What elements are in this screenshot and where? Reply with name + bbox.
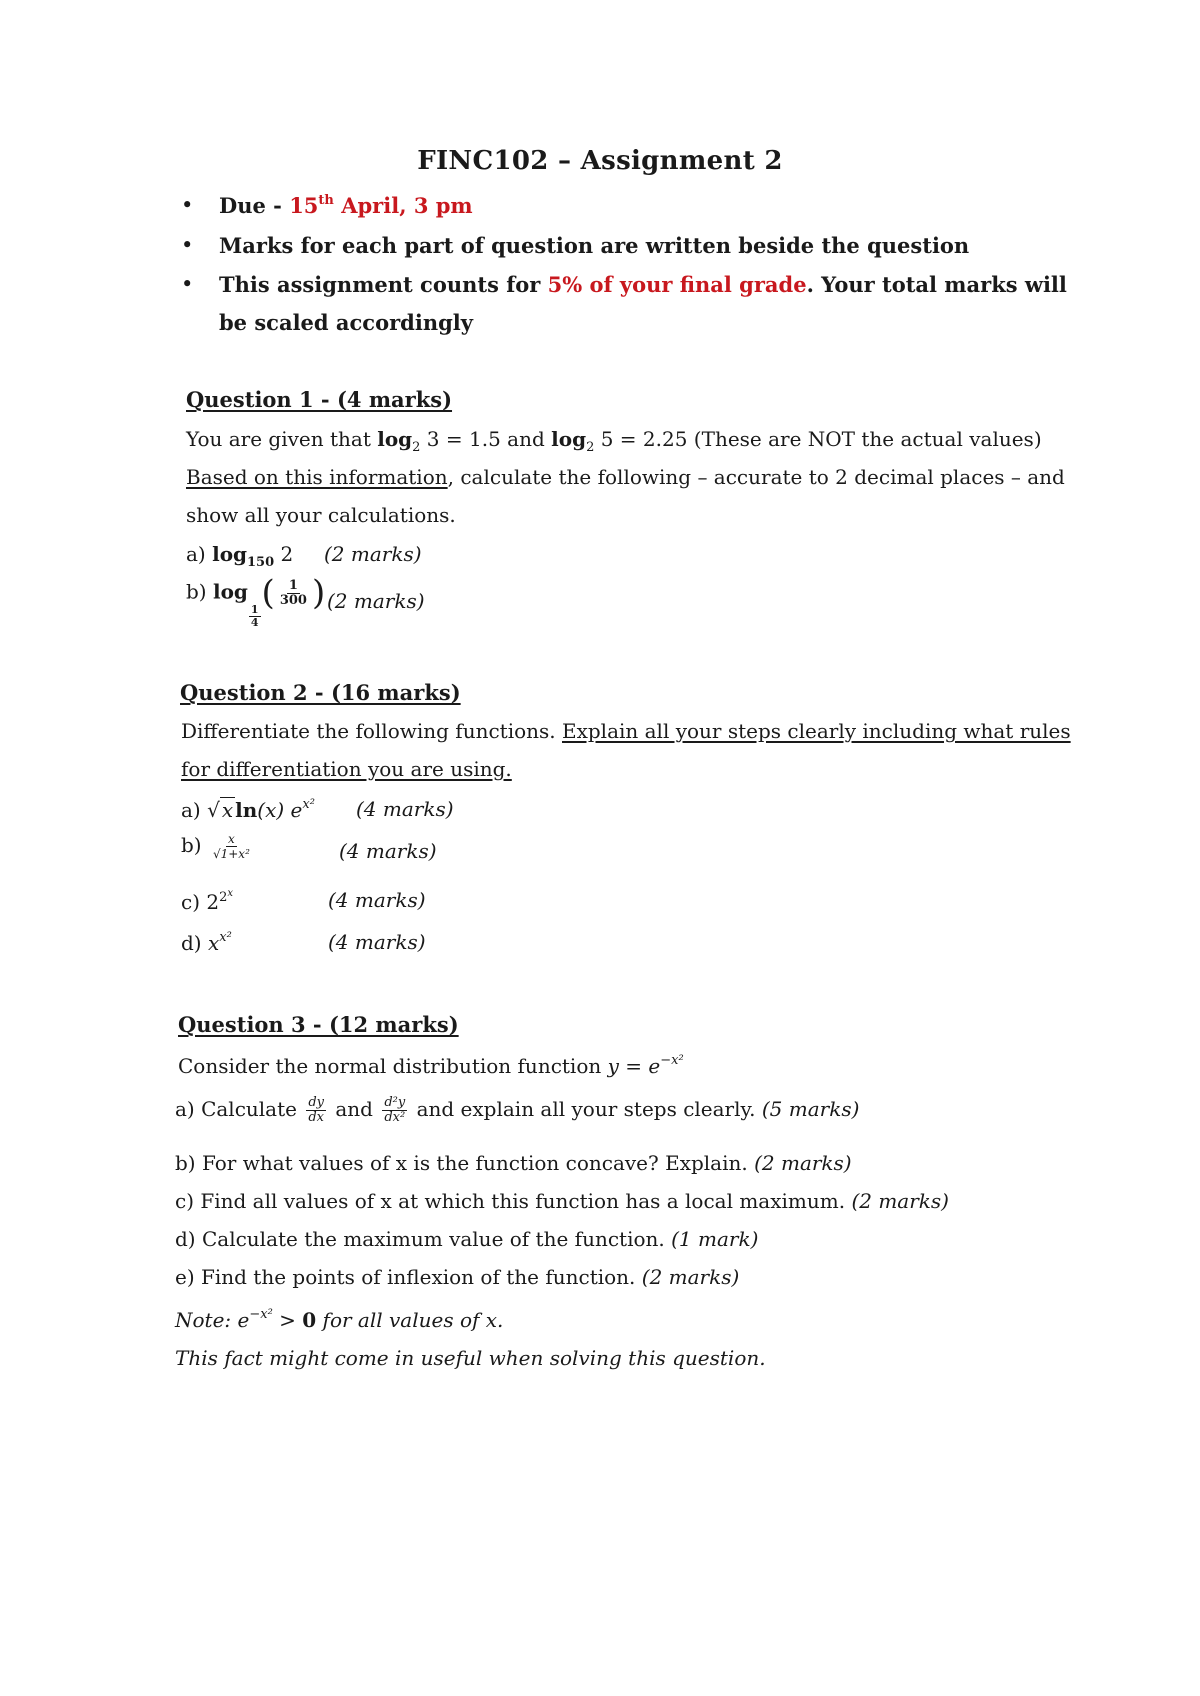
q1-part-a xyxy=(186,542,293,570)
q1-heading: Question 1 - (4 marks) xyxy=(186,387,453,412)
q3-intro: Consider the normal distribution function xyxy=(178,1054,608,1078)
counts-suffix: . Your total marks will xyxy=(806,272,1067,297)
note-rest: for all values of x. xyxy=(316,1308,504,1332)
log-arg-fraction xyxy=(278,579,309,608)
part-label: a) xyxy=(186,542,213,566)
calc-instruction: , calculate the following – accurate to 2 decimal places – and xyxy=(447,465,1065,489)
q1-given-prefix: You are given that xyxy=(186,427,378,451)
log-arg: 2 xyxy=(274,542,294,566)
bullet-dot-icon: • xyxy=(181,272,194,296)
q3-part-d xyxy=(175,1227,758,1251)
q3-fact: This fact might come in useful when solving this question. xyxy=(175,1346,766,1370)
q3-intro-line xyxy=(178,1053,684,1078)
fraction-numerator: 1 xyxy=(250,602,259,616)
q2-intro-line xyxy=(181,719,1071,743)
function-expression: y = e xyxy=(607,1054,661,1078)
q2-intro-line-2: for differentiation you are using. xyxy=(181,757,512,781)
and-word: and xyxy=(500,427,552,451)
log-arg: 3 xyxy=(420,427,446,451)
fraction-numerator: x xyxy=(228,832,235,846)
bullet-dot-icon: • xyxy=(181,193,194,217)
log-base: 2 xyxy=(586,440,595,455)
greater-than: > xyxy=(272,1308,303,1332)
due-date xyxy=(289,193,472,218)
log-symbol: log xyxy=(212,542,248,566)
bullet-dot-icon: • xyxy=(181,233,194,257)
ln-argument: (x) xyxy=(257,798,285,822)
q2-d-marks: (4 marks) xyxy=(328,930,426,954)
q1-given-line xyxy=(186,427,1042,455)
exponent: −x² xyxy=(660,1053,684,1068)
q3-e-marks: (2 marks) xyxy=(641,1265,740,1289)
bullet-grade-weight xyxy=(181,272,1067,297)
part-c-text: c) Find all values of x at which this function has a local maximum. xyxy=(175,1189,852,1213)
power-base: x xyxy=(207,931,220,955)
fraction-numerator: dy xyxy=(308,1095,325,1110)
part-label: c) xyxy=(181,890,207,914)
due-rest: April, 3 pm xyxy=(333,193,473,218)
q3-d-marks: (1 mark) xyxy=(671,1227,759,1251)
part-e-text: e) Find the points of inflexion of the function. xyxy=(175,1265,642,1289)
log-arg-value: 5 = 2.25 xyxy=(594,427,688,451)
q2-c-marks: (4 marks) xyxy=(328,888,426,912)
part-label: b) xyxy=(181,833,208,857)
q3-part-e xyxy=(175,1265,739,1289)
part-label: a) xyxy=(181,798,208,822)
q2-heading: Question 2 - (16 marks) xyxy=(180,680,461,705)
due-label: Due - xyxy=(219,193,290,218)
sqrt-argument: x xyxy=(221,798,234,822)
fraction-denominator: dx² xyxy=(384,1110,406,1125)
dy-dx-fraction xyxy=(306,1096,326,1125)
based-on-info: Based on this information xyxy=(186,465,448,489)
fraction-denominator: 4 xyxy=(250,615,259,629)
q2-a-marks: (4 marks) xyxy=(356,797,454,821)
exponent: x² xyxy=(219,930,232,945)
counts-line-2: be scaled accordingly xyxy=(219,310,473,335)
log-base: 150 xyxy=(247,555,275,570)
q2-part-a xyxy=(181,797,315,822)
right-paren: ) xyxy=(311,573,326,613)
due-day: 15 xyxy=(289,193,319,218)
q1-instruction-line xyxy=(186,465,1065,489)
sqrt-sign-icon: √ xyxy=(207,798,220,822)
page-title: FINC102 – Assignment 2 xyxy=(417,146,783,176)
due-suffix: th xyxy=(318,193,334,208)
part-label: b) xyxy=(186,579,213,604)
q2-part-c xyxy=(181,888,233,914)
q3-a-marks: (5 marks) xyxy=(761,1097,860,1121)
part-a-prefix: a) Calculate xyxy=(175,1097,304,1121)
ln-symbol: ln xyxy=(235,798,258,822)
log-value: = 1.5 xyxy=(445,427,501,451)
log-symbol: log xyxy=(551,427,587,451)
exponent: −x² xyxy=(249,1307,273,1322)
b-fraction xyxy=(211,832,252,861)
zero-value: 0 xyxy=(302,1308,317,1332)
log-symbol: log xyxy=(212,579,248,604)
part-b-text: b) For what values of x is the function concave? Explain. xyxy=(175,1151,755,1175)
d2y-dx2-fraction xyxy=(382,1096,407,1125)
not-actual-note: (These are NOT the actual values) xyxy=(687,427,1042,451)
exponent-exponent: x xyxy=(227,888,234,899)
log-base: 2 xyxy=(412,440,421,455)
q3-part-b xyxy=(175,1151,852,1175)
fraction-denominator: dx xyxy=(308,1110,324,1125)
q3-c-marks: (2 marks) xyxy=(851,1189,949,1213)
counts-prefix: This assignment counts for xyxy=(219,272,548,297)
exponent: x² xyxy=(302,797,315,812)
q1-part-b xyxy=(186,573,326,629)
bullet-marks-note xyxy=(181,233,970,258)
and-word: and xyxy=(329,1097,380,1121)
q3-part-c xyxy=(175,1189,949,1213)
q2-intro-underlined: Explain all your steps clearly including what rules xyxy=(562,719,1071,743)
q2-intro-plain: Differentiate the following functions. xyxy=(181,719,562,743)
bullet-due xyxy=(181,193,473,218)
left-paren: ( xyxy=(261,573,275,613)
q3-b-marks: (2 marks) xyxy=(754,1151,852,1175)
marks-note-text: Marks for each part of question are written beside the question xyxy=(219,233,970,258)
q2-part-b xyxy=(181,832,255,861)
log-base-fraction xyxy=(249,604,261,629)
e-symbol: e xyxy=(284,798,303,822)
log-symbol: log xyxy=(377,427,413,451)
q1-b-marks: (2 marks) xyxy=(327,589,425,613)
q1-a-marks: (2 marks) xyxy=(324,542,422,566)
fraction-numerator: d²y xyxy=(384,1095,406,1110)
counts-highlight: 5% of your final grade xyxy=(547,272,807,297)
q2-b-marks: (4 marks) xyxy=(339,839,437,863)
part-label: d) xyxy=(181,931,208,955)
fraction-denominator: 300 xyxy=(279,592,307,608)
part-d-text: d) Calculate the maximum value of the function. xyxy=(175,1227,672,1251)
q3-heading: Question 3 - (12 marks) xyxy=(178,1012,459,1037)
q2-part-d xyxy=(181,930,232,955)
show-calculations: show all your calculations. xyxy=(186,503,456,527)
fraction-denominator: √1+x² xyxy=(212,847,250,861)
q3-note xyxy=(175,1307,503,1332)
q3-part-a xyxy=(175,1096,859,1125)
note-prefix: Note: e xyxy=(175,1308,250,1332)
part-a-rest: and explain all your steps clearly. xyxy=(410,1097,762,1121)
power-base: 2 xyxy=(206,890,220,914)
exponent: 2 xyxy=(219,890,228,905)
fraction-numerator: 1 xyxy=(288,577,298,593)
